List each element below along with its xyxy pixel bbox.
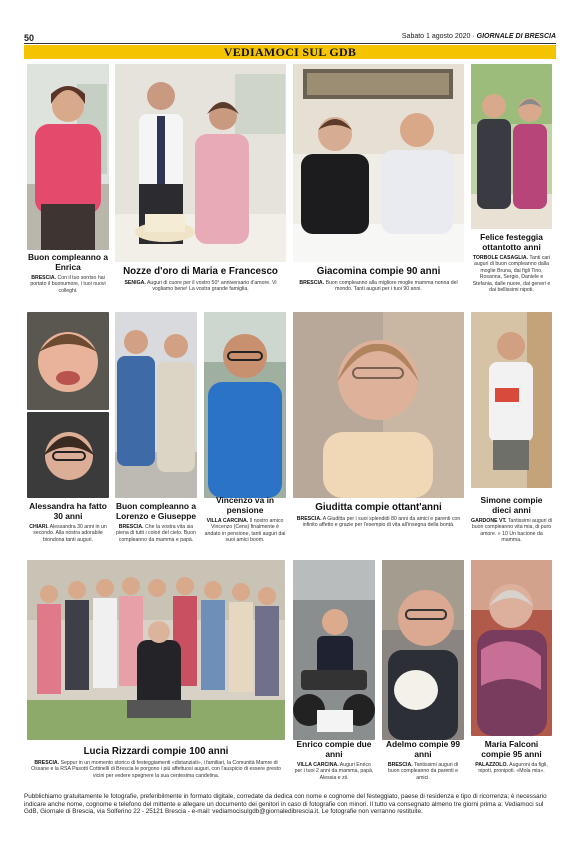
caption-maria-falconi [471, 740, 552, 775]
caption-giacomina [293, 266, 464, 293]
photo-maria-falconi [471, 560, 552, 736]
photo-adelmo [382, 560, 464, 740]
caption-enrico [293, 740, 375, 781]
caption-title: Nozze d'oro di Maria e Francesco [123, 266, 278, 277]
caption-text: BRESCIA. A Giuditta per i suoi splendidi 80 anni da amici e parenti con infinito affetto e grazie per l'esempio di vita all'insegna della bontà. [296, 516, 461, 529]
caption-text: BRESCIA. Con il tuo sorriso hai portato il buonumore, i tuoi nuovi colleghi. [30, 275, 106, 294]
caption-title: Buon compleanno a Lorenzo e Giuseppe [115, 501, 197, 521]
caption-giuditta [293, 502, 464, 529]
photo-felice [471, 64, 552, 229]
caption-title: Giacomina compie 90 anni [316, 266, 441, 277]
caption-title: Enrico compie due anni [296, 739, 372, 759]
photo-maria-francesco [115, 64, 286, 262]
section-banner: VEDIAMOCI SUL GDB [24, 45, 556, 59]
caption-text: BRESCIA. Seppur in un momento storico di festeggiamenti «distanziati», i familiari, la Comunità Mamre di Ossane e la RSA Pasotti Cottinelli di Brescia le porgono i più affettuosi auguri, con l'auspicio di essere presto vicini per vedere spegnere la sua centesima candelina. [31, 760, 281, 779]
caption-title: Simone compie dieci anni [480, 495, 543, 515]
caption-adelmo [382, 740, 464, 781]
submission-notice: Pubblichiamo gratuitamente le fotografie, preferibilmente in formato digitale, corredate da dedica con nome e cognome del festeggiato, paese di residenza e tipo di ricorrenza; è necessario indicare anche nome, cognome e telefono del mittente e allegare un documento dei genitori in caso di fotografie con minori. Il tutto va consegnato almeno tre giorni prima a: Vediamoci sul GdB, Giornale di Brescia, via Solferino 22 - 25121 Brescia - e-mail: vediamocisulgdb@giornaledibrescia.it. Le fotografie non verranno restituite. [24, 793, 547, 816]
publication-name: GIORNALE DI BRESCIA [476, 33, 556, 40]
caption-text: CHIARI. Alessandra 30 anni in un secondo. Alla nostra adorabile biondona tanti auguri. [29, 524, 107, 543]
caption-title: Vincenzo va in pensione [215, 495, 275, 515]
photo-lorenzo-giuseppe [115, 312, 197, 498]
photo-giacomina [293, 64, 464, 262]
caption-maria-francesco [115, 266, 286, 293]
photo-alessandra-child [27, 312, 109, 410]
caption-text: BRESCIA. Buon compleanno alla migliore moglie mamma nonna del mondo. Tanti auguri per i tuoi 90 anni. [299, 280, 458, 293]
caption-felice [471, 233, 552, 293]
caption-vincenzo [204, 496, 286, 544]
caption-title: Lucia Rizzardi compie 100 anni [83, 746, 229, 757]
caption-title: Giuditta compie ottant'anni [315, 502, 442, 513]
photo-alessandra-adult [27, 412, 109, 498]
caption-alessandra [27, 502, 109, 543]
issue-date-line [402, 33, 556, 40]
issue-date: Sabato 1 agosto 2020 [401, 33, 471, 40]
caption-text: TORBOLE CASAGLIA. Tanti cari auguri di buon compleanno dalla moglie Bruna, dai figli Tino, Rosanna, Sergio, Daniele e Stefania, dalle nuore, dai generi e dai bellissimi nipoti. [472, 255, 551, 294]
caption-text: PALAZZOLO. Auguroni da figli, nipoti, pronipoti. «Mola mia». [475, 762, 548, 775]
photo-enrica [27, 64, 109, 250]
caption-text: VILLA CARCINA. Il nostro amico Vincenzo (Cens) finalmente è andato in pensione, tanti auguri dai suoi amici boom. [204, 518, 286, 544]
photo-enrico [293, 560, 375, 740]
caption-lucia-rizzardi [27, 746, 285, 779]
photo-giuditta [293, 312, 464, 498]
caption-enrica [27, 253, 109, 294]
page-number: 50 [24, 33, 35, 43]
caption-simone [471, 496, 552, 544]
caption-title: Felice festeggia ottantotto anni [480, 232, 543, 252]
photo-vincenzo [204, 312, 286, 498]
photo-lucia-rizzardi [27, 560, 285, 740]
caption-text: VILLA CARCINA. Auguri Enrico per i tuoi 2 anni da mamma, papà, Alessia e zii. [294, 762, 374, 781]
caption-title: Maria Falconi compie 95 anni [481, 739, 542, 759]
caption-title: Adelmo compie 99 anni [385, 739, 460, 759]
photo-simone [471, 312, 552, 488]
caption-text: SENIGA. Auguri di cuore per il vostro 50° anniversario d'amore. Vi vogliamo bene! La vostra grande famiglia. [124, 280, 277, 293]
date-separator: · [472, 33, 475, 40]
caption-lorenzo-giuseppe [115, 502, 197, 543]
caption-text: GARDONE VT. Tantissimi auguri di buon compleanno vita mia, di puro amore. » 10 Un bacione da mamma. [471, 518, 552, 544]
caption-text: BRESCIA. Tantissimi auguri di buon compleanno da parenti e amici. [387, 762, 459, 781]
caption-title: Buon compleanno a Enrica [27, 252, 109, 272]
caption-title: Alessandra ha fatto 30 anni [29, 501, 107, 521]
caption-text: BRESCIA. Che la vostra vita sia piena di tutti i colori del cielo. Buon compleanno da mamma e papà. [116, 524, 196, 543]
header-rule [24, 43, 556, 44]
